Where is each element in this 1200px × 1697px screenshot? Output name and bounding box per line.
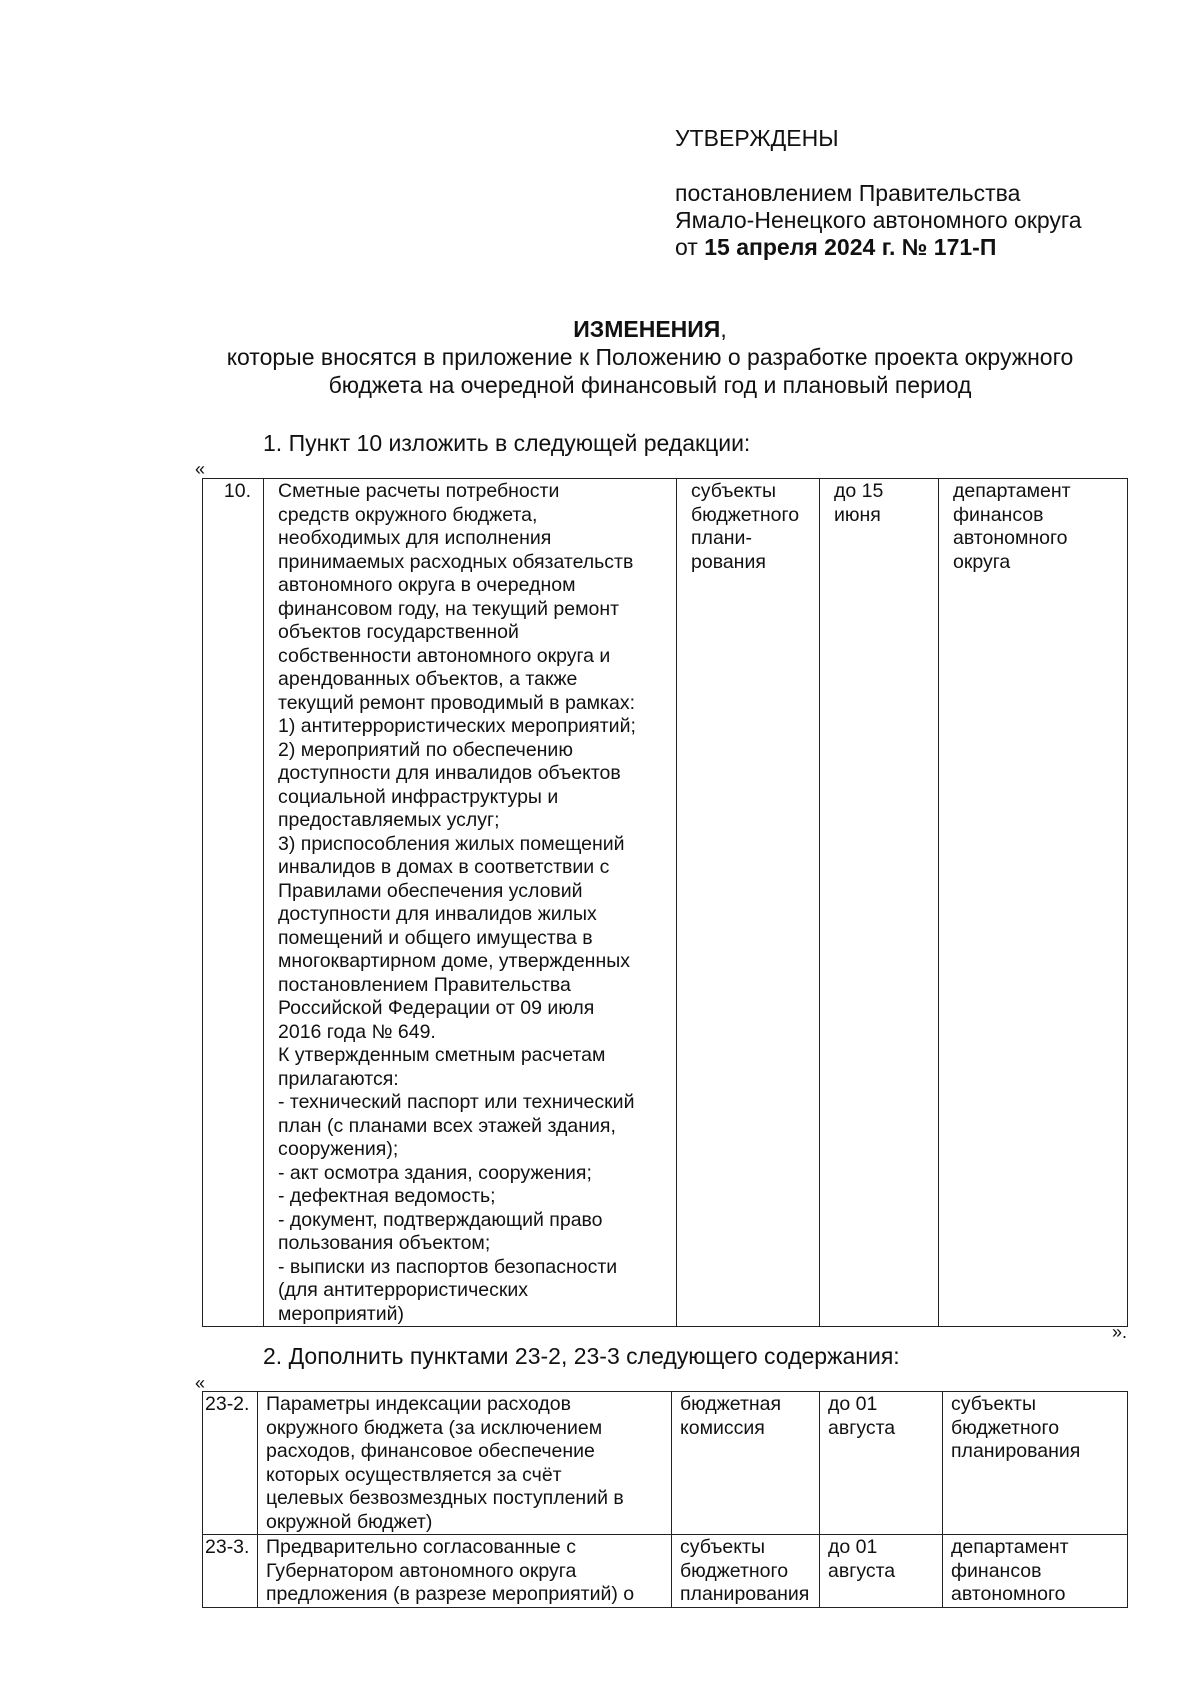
text-line: финансов bbox=[951, 1559, 1042, 1582]
text-line: - выписки из паспортов безопасности bbox=[278, 1255, 618, 1278]
text-line: 2) мероприятий по обеспечению bbox=[278, 738, 573, 761]
row-number: 10. bbox=[203, 479, 264, 1327]
text-line: мероприятий) bbox=[278, 1302, 405, 1325]
text-line: сооружения); bbox=[278, 1138, 399, 1160]
text-line: Сметные расчеты потребности bbox=[278, 480, 560, 502]
text-line: пользования объектом; bbox=[278, 1232, 491, 1254]
text-line: арендованных объектов, а также bbox=[278, 668, 578, 690]
text-line: бюджетного bbox=[691, 503, 800, 526]
text-line: автономного bbox=[953, 527, 1068, 549]
section2-table bbox=[202, 1391, 1128, 1608]
table-row bbox=[203, 479, 1128, 1327]
text-line: июня bbox=[834, 503, 881, 526]
subtitle-line: бюджета на очередной финансовый год и плановый период bbox=[328, 372, 972, 398]
text-line: окружного бюджета (за исключением bbox=[266, 1416, 603, 1439]
table-row bbox=[203, 1392, 1128, 1535]
text-line: планирования bbox=[680, 1583, 810, 1605]
text-line: прилагаются: bbox=[278, 1067, 399, 1090]
approval-date bbox=[675, 234, 1155, 261]
text-line: принимаемых расходных обязательств bbox=[278, 550, 634, 573]
text-line: окружной бюджет) bbox=[266, 1510, 433, 1533]
approval-heading: УТВЕРЖДЕНЫ bbox=[675, 125, 839, 151]
text-line: субъекты bbox=[951, 1393, 1036, 1415]
document-title bbox=[150, 315, 1150, 399]
text-line: доступности для инвалидов жилых bbox=[278, 903, 597, 925]
section1-paragraph: 1. Пункт 10 изложить в следующей редакции: bbox=[263, 430, 751, 456]
title-line bbox=[150, 315, 1150, 343]
approval-stamp bbox=[675, 125, 1155, 261]
text-line: постановлением Правительства bbox=[278, 973, 571, 996]
text-line: (для антитеррористических bbox=[278, 1279, 528, 1301]
title-main: ИЗМЕНЕНИЯ bbox=[573, 316, 721, 342]
text-line: департамент bbox=[951, 1536, 1069, 1558]
row-description bbox=[258, 1535, 672, 1608]
text-line: - дефектная ведомость; bbox=[278, 1185, 496, 1207]
text-line: целевых безвозмездных поступлений в bbox=[266, 1487, 624, 1509]
text-line: финансов bbox=[953, 503, 1044, 526]
text-line: августа bbox=[828, 1559, 896, 1582]
text-line: до 01 bbox=[828, 1393, 878, 1415]
row-number: 23-3. bbox=[203, 1535, 258, 1608]
text-line: необходимых для исполнения bbox=[278, 527, 552, 549]
text-line: расходов, финансовое обеспечение bbox=[266, 1440, 595, 1462]
text-line: собственности автономного округа и bbox=[278, 644, 611, 667]
text-line: Правилами обеспечения условий bbox=[278, 879, 583, 902]
text-line: субъекты bbox=[691, 480, 776, 502]
section1-table bbox=[202, 478, 1128, 1327]
text-line: автономного округа в очередном bbox=[278, 574, 576, 596]
section2-open-quote: « bbox=[195, 1373, 206, 1393]
text-line: Губернатором автономного округа bbox=[266, 1559, 577, 1582]
text-line: - акт осмотра здания, сооружения; bbox=[278, 1161, 592, 1184]
text-line: Параметры индексации расходов bbox=[266, 1393, 571, 1415]
row-recipient bbox=[943, 1392, 1128, 1535]
text-line: - технический паспорт или технический bbox=[278, 1091, 635, 1113]
row-deadline bbox=[820, 1392, 943, 1535]
text-line: средств окружного бюджета, bbox=[278, 503, 538, 526]
text-line: которых осуществляется за счёт bbox=[266, 1463, 562, 1486]
text-line: 1) антитеррористических мероприятий; bbox=[278, 715, 636, 737]
text-line: инвалидов в домах в соответствии с bbox=[278, 856, 610, 878]
row-recipient bbox=[939, 479, 1128, 1327]
text-line: рования bbox=[691, 550, 766, 573]
row-description bbox=[264, 479, 677, 1327]
text-line: 3) приспособления жилых помещений bbox=[278, 832, 625, 855]
text-line: августа bbox=[828, 1416, 896, 1439]
text-line: планирования bbox=[951, 1440, 1081, 1462]
text-line: - документ, подтверждающий право bbox=[278, 1208, 603, 1231]
text-line: помещений и общего имущества в bbox=[278, 926, 593, 949]
approval-line: постановлением Правительства bbox=[675, 180, 1021, 206]
text-line: субъекты bbox=[680, 1536, 765, 1558]
row-number: 23-2. bbox=[203, 1392, 258, 1535]
title-comma: , bbox=[720, 316, 727, 342]
row-recipient bbox=[943, 1535, 1128, 1608]
approval-line: Ямало-Ненецкого автономного округа bbox=[675, 207, 1082, 233]
text-line: предложения (в разрезе мероприятий) о bbox=[266, 1583, 635, 1605]
row-executor bbox=[677, 479, 820, 1327]
text-line: 2016 года № 649. bbox=[278, 1020, 436, 1043]
text-line: текущий ремонт проводимый в рамках: bbox=[278, 691, 636, 714]
text-line: бюджетная bbox=[680, 1393, 782, 1415]
text-line: до 15 bbox=[834, 480, 884, 502]
section1-open-quote: « bbox=[195, 459, 206, 479]
row-executor bbox=[672, 1535, 820, 1608]
text-line: плани- bbox=[691, 527, 752, 549]
text-line: социальной инфраструктуры и bbox=[278, 785, 559, 808]
text-line: округа bbox=[953, 550, 1011, 573]
row-deadline bbox=[820, 479, 939, 1327]
text-line: комиссия bbox=[680, 1416, 765, 1439]
text-line: объектов государственной bbox=[278, 621, 519, 643]
text-line: Российской Федерации от 09 июля bbox=[278, 997, 595, 1019]
text-line: многоквартирном доме, утвержденных bbox=[278, 950, 630, 972]
text-line: бюджетного bbox=[680, 1559, 789, 1582]
text-line: автономного bbox=[951, 1583, 1066, 1605]
approval-date-number: 15 апреля 2024 г. № 171-П bbox=[704, 234, 997, 260]
table-row bbox=[203, 1535, 1128, 1608]
section2-paragraph: 2. Дополнить пунктами 23-2, 23-3 следующего содержания: bbox=[263, 1343, 900, 1369]
text-line: Предварительно согласованные с bbox=[266, 1536, 576, 1558]
text-line: предоставляемых услуг; bbox=[278, 809, 500, 831]
subtitle-line: которые вносятся в приложение к Положению о разработке проекта окружного bbox=[226, 344, 1074, 370]
text-line: финансовом году, на текущий ремонт bbox=[278, 597, 620, 620]
text-line: департамент bbox=[953, 480, 1071, 502]
text-line: бюджетного bbox=[951, 1416, 1060, 1439]
section1-close-quote: ». bbox=[1112, 1322, 1128, 1342]
text-line: план (с планами всех этажей здания, bbox=[278, 1114, 616, 1137]
text-line: К утвержденным сметным расчетам bbox=[278, 1044, 606, 1066]
text-line: доступности для инвалидов объектов bbox=[278, 762, 621, 784]
text-line: до 01 bbox=[828, 1536, 878, 1558]
row-executor bbox=[672, 1392, 820, 1535]
row-deadline bbox=[820, 1535, 943, 1608]
row-description bbox=[258, 1392, 672, 1535]
approval-date-prefix: от bbox=[675, 234, 698, 260]
